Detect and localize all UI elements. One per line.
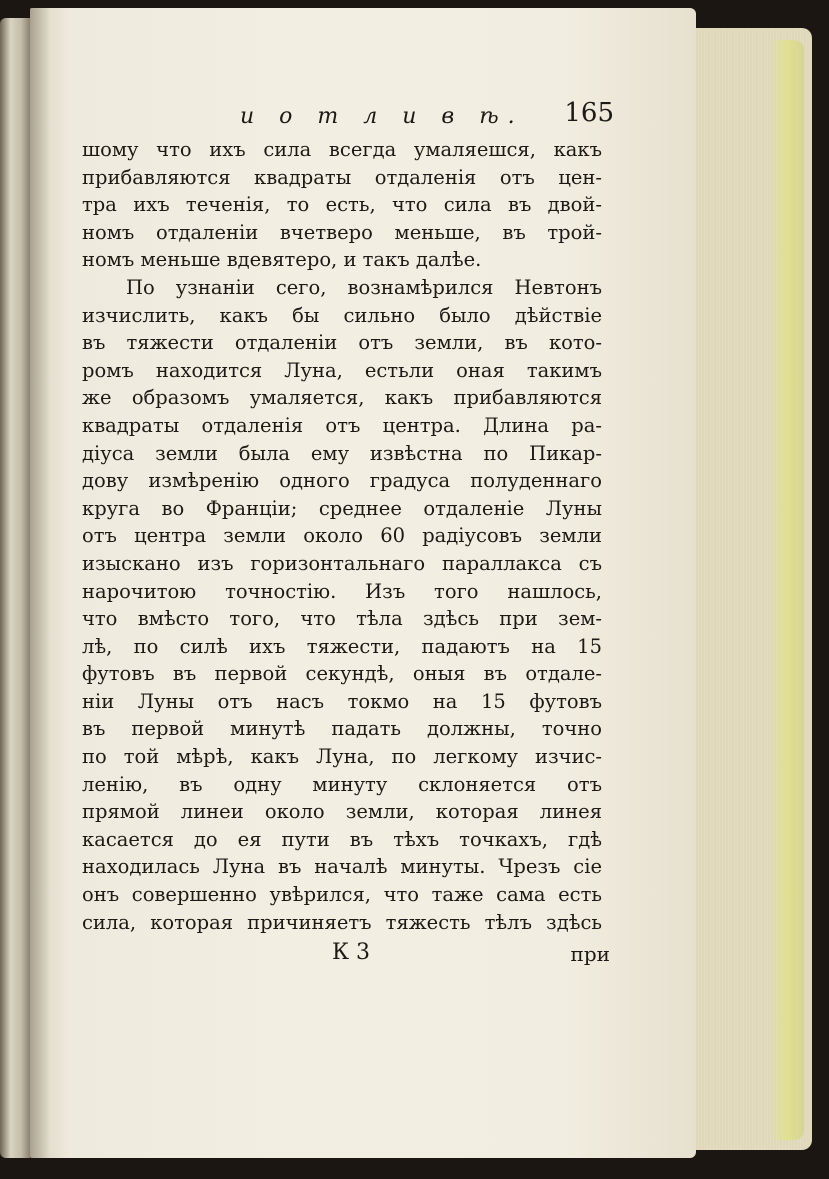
text-line: лѣ, по силѣ ихъ тяжести, падаютъ на 15 <box>82 634 602 658</box>
text-line: въ первой минутѣ падать должны, точно <box>82 717 602 741</box>
text-line: касается до ея пути въ тѣхъ точкахъ, гдѣ <box>82 827 602 851</box>
text-line: прямой линеи около земли, которая линея <box>82 800 602 824</box>
text-line: нарочитою точностію. Изъ того нашлось, <box>82 579 602 603</box>
text-line: ніи Луны отъ насъ токмо на 15 футовъ <box>82 689 602 713</box>
text-line: въ тяжести отдаленіи отъ земли, въ кото- <box>82 331 602 355</box>
text-line: по той мѣрѣ, какъ Луна, по легкому изчис- <box>82 745 602 769</box>
text-line: отъ центра земли около 60 радіусовъ земли <box>82 524 602 548</box>
text-line: квадраты отдаленія отъ центра. Длина ра- <box>82 413 602 437</box>
text-line: ромъ находится Луна, естьли оная такимъ <box>82 358 602 382</box>
text-line: сила, которая причиняетъ тяжесть тѣлъ здѣсь <box>82 910 602 934</box>
text-line: номъ отдаленіи вчетверо меньше, въ трой- <box>82 220 602 244</box>
body-text <box>82 136 602 936</box>
page-footer <box>82 938 610 970</box>
text-line: діуса земли была ему извѣстна по Пикар- <box>82 441 602 465</box>
text-line: номъ меньше вдевятеро, и такъ далѣе. <box>82 248 482 272</box>
text-line: тра ихъ теченія, то есть, что сила въ двой- <box>82 193 602 217</box>
page-header <box>82 98 614 136</box>
text-line: прибавляются квадраты отдаленія отъ цен- <box>82 165 602 189</box>
text-line: что вмѣсто того, что тѣла здѣсь при зем- <box>82 607 602 631</box>
text-line: онъ совершенно увѣрился, что таже сама есть <box>82 883 602 907</box>
text-line: находилась Луна въ началѣ минуты. Чрезъ сіе <box>82 855 602 879</box>
text-line: шому что ихъ сила всегда умаляешся, какъ <box>82 138 602 161</box>
running-title: и о т л и в ѣ. <box>240 104 524 129</box>
book-fore-edge-tint <box>770 40 804 1140</box>
text-line: изыскано изъ горизонтальнаго параллакса съ <box>82 551 602 575</box>
text-line: круга во Франціи; среднее отдаленіе Луны <box>82 496 602 520</box>
text-line: ленію, въ одну минуту склоняется отъ <box>82 772 602 796</box>
text-line: же образомъ умаляется, какъ прибавляются <box>82 386 602 410</box>
gutter-shadow <box>30 8 50 1158</box>
text-line: дову измѣренію одного градуса полуденнаго <box>82 469 602 493</box>
page-text-block <box>82 98 614 970</box>
left-page-edge <box>0 18 30 1158</box>
signature-mark: К 3 <box>332 940 371 966</box>
text-line: футовъ въ первой секундѣ, оныя въ отдале- <box>82 662 602 686</box>
text-line: По узнаніи сего, вознамѣрился Невтонъ <box>126 275 602 299</box>
page-number: 165 <box>564 98 614 128</box>
text-line: изчислить, какъ бы сильно было дѣйствіе <box>82 303 602 327</box>
catchword: при <box>570 942 610 967</box>
